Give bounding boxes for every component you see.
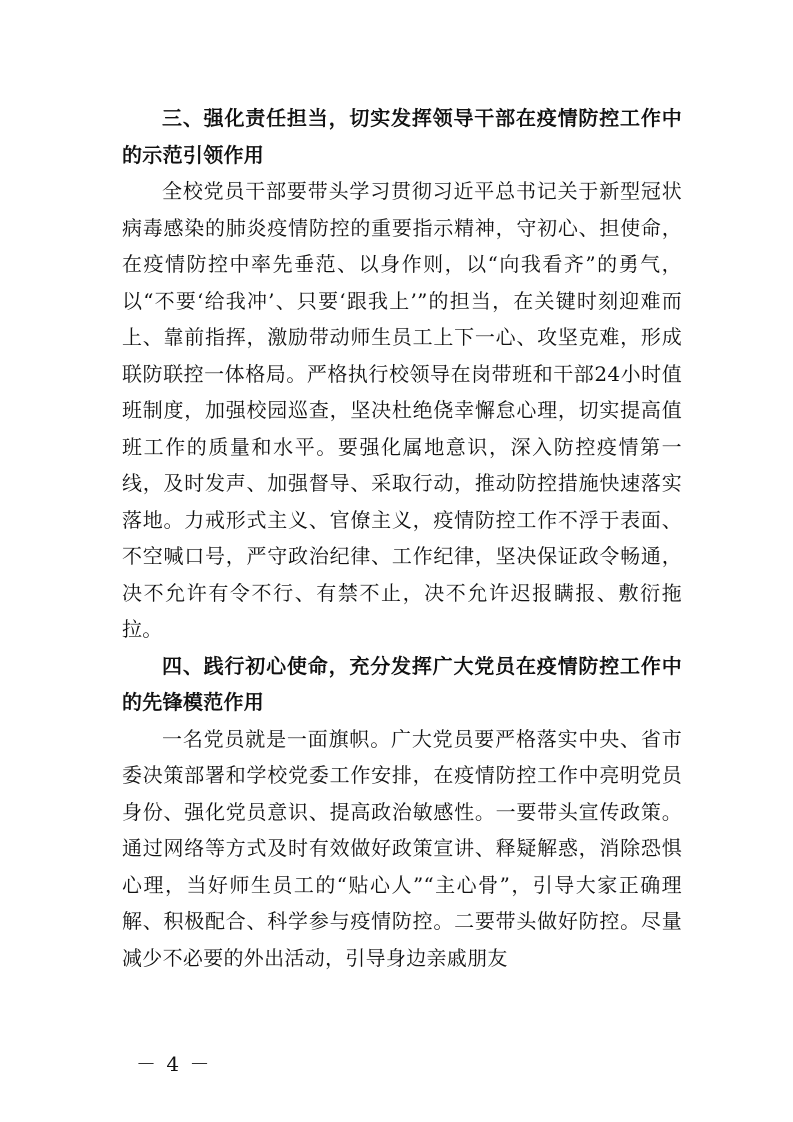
section-paragraph-4: 一名党员就是一面旗帜。广大党员要严格落实中央、省市委决策部署和学校党委工作安排，在疫情防控工作中亮明党员身份、强化党员意识、提高政治敏感性。一要带头宣传政策。通过网络等方式及时有效做好政策宣讲、释疑解惑，消除恐惧心理，当好师生员工的“贴心人”“主心骨”，引导大家正确理解、积极配合、科学参与疫情防控。二要带头做好防控。尽量减少不必要的外出活动，引导身边亲戚朋友	[122, 726, 682, 970]
page-number: － 4 －	[136, 1052, 212, 1076]
section-paragraph-3: 全校党员干部要带头学习贯彻习近平总书记关于新型冠状病毒感染的肺炎疫情防控的重要指示精神，守初心、担使命，在疫情防控中率先垂范、以身作则，以“向我看齐”的勇气，以“不要‘给我冲’、只要‘跟我上’”的担当，在关键时刻迎难而上、靠前指挥，激励带动师生员工上下一心、攻坚克难，形成联防联控一体格局。严格执行校领导在岗带班和干部24小时值班制度，加强校园巡查，坚决杜绝侥幸懈怠心理，切实提高值班工作的质量和水平。要强化属地意识，深入防控疫情第一线，及时发声、加强督导、采取行动，推动防控措施快速落实落地。力戒形式主义、官僚主义，疫情防控工作不浮于表面、不空喊口号，严守政治纪律、工作纪律，坚决保证政令畅通，决不允许有令不行、有禁不止，决不允许迟报瞒报、敷衍拖拉。	[122, 179, 682, 641]
section-heading-3: 三、强化责任担当，切实发挥领导干部在疫情防控工作中的示范引领作用	[122, 106, 682, 167]
section-heading-4: 四、践行初心使命，充分发挥广大党员在疫情防控工作中的先锋模范作用	[122, 653, 682, 714]
document-body	[122, 100, 682, 976]
